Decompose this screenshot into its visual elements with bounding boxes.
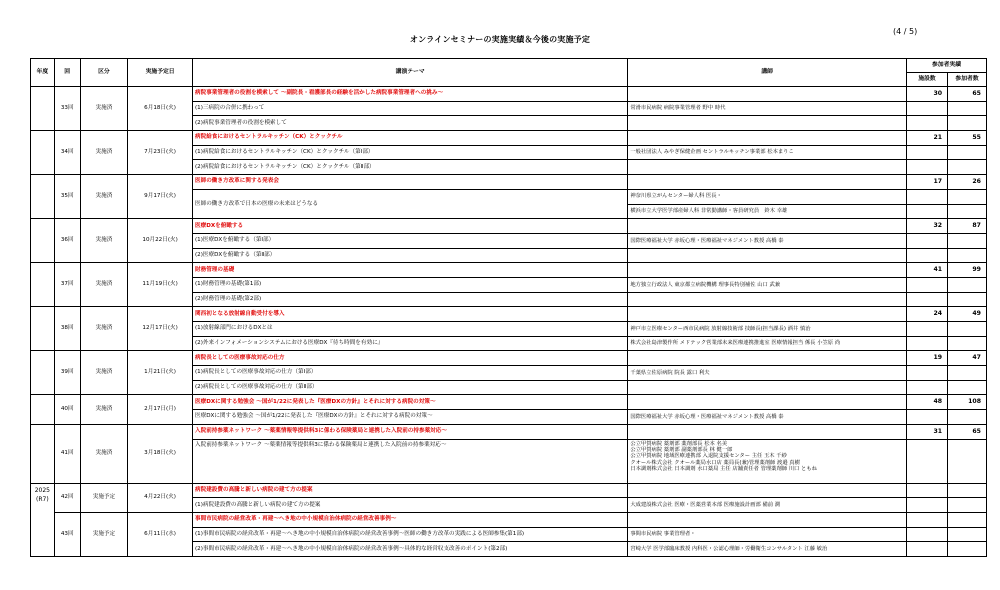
lecturer-cell xyxy=(628,307,907,322)
page-number: (4 / 5) xyxy=(893,27,918,36)
sub-topic: (1)財務管理の基礎(第1部) xyxy=(193,277,628,292)
header-theme: 講演テーマ xyxy=(193,59,628,87)
session-no: 33回 xyxy=(54,87,80,131)
session-date: 6月11日(水) xyxy=(128,512,193,556)
lecturer: 国際医療福祉大学 赤坂心理・医療福祉マネジメント教授 高橋 泰 xyxy=(628,410,907,425)
header-facilities: 施設数 xyxy=(907,73,948,87)
session-category: 実施済 xyxy=(80,131,128,175)
participants-count: 99 xyxy=(948,263,987,278)
lecturer-cell xyxy=(628,424,907,439)
table-row xyxy=(31,219,987,234)
empty-cell xyxy=(907,527,948,542)
empty-cell xyxy=(907,189,948,204)
year-cell xyxy=(31,483,55,556)
lecturer: 横浜市立大学医学部産婦人科 非常勤講師・客員研究員 鈴木 幸雄 xyxy=(628,204,907,219)
sub-topic: (1)三病院の合併に携わって xyxy=(193,101,628,116)
lecturer-cell xyxy=(628,219,907,234)
participants-count: 65 xyxy=(948,424,987,439)
empty-cell xyxy=(948,380,987,395)
table-row xyxy=(31,395,987,410)
session-no: 40回 xyxy=(54,395,80,424)
empty-cell xyxy=(948,366,987,381)
sub-topic: (2)外来インフォメーションシステムにおける医療DX『待ち時間を有効に』 xyxy=(193,336,628,351)
session-no: 42回 xyxy=(54,483,80,512)
empty-cell xyxy=(907,248,948,263)
session-main-topic: 医師の働き方改革に関する発表会 xyxy=(193,175,628,190)
session-no: 41回 xyxy=(54,424,80,483)
facilities-count: 19 xyxy=(907,351,948,366)
lecturer: 公立甲賀病院 薬剤部 薬剤部長 松本 名美 xyxy=(630,440,728,447)
session-main-topic: 病院事業管理者の役割を模索して ～副院長・看護部長の経験を活かした病院事業管理者への挑み～ xyxy=(193,87,628,102)
lecturer: 常滑市民病院 病院事業管理者 野中 時代 xyxy=(628,101,907,116)
header-participation: 参加者実績 xyxy=(907,59,987,73)
empty-cell xyxy=(948,527,987,542)
facilities-count: 30 xyxy=(907,87,948,102)
sub-topic: (2)事間市民病院の経営改革・再建～へき地の中小規模自治体病院の経営改善事例～具体的な経営収支改善のポイント(第2部) xyxy=(193,542,628,557)
session-date: 11月19日(火) xyxy=(128,263,193,307)
lecturer-cell xyxy=(628,175,907,190)
session-main-topic: 財務管理の基礎 xyxy=(193,263,628,278)
header-participants: 参加者数 xyxy=(948,73,987,87)
facilities-count: 48 xyxy=(907,395,948,410)
session-main-topic: 病院長としての医療事故対応の仕方 xyxy=(193,351,628,366)
facilities-count: 21 xyxy=(907,131,948,146)
empty-cell xyxy=(948,410,987,425)
sub-topic: (1)病院長としての医療事故対応の仕方（第Ⅰ部） xyxy=(193,366,628,381)
lecturer: 神奈川県立がんセンター婦人科 医長・ xyxy=(628,189,907,204)
sub-topic: (2)病院給食におけるセントラルキッチン（CK）とクックチル（第Ⅱ部） xyxy=(193,160,628,175)
sub-topic: (1)事間市民病院の経営改革・再建～へき地の中小規模自治体病院の経営改善事例～医師の働き方改革の実践による医師参集(第1部) xyxy=(193,527,628,542)
table-row xyxy=(31,512,987,527)
session-date: 3月18日(火) xyxy=(128,424,193,483)
table-row xyxy=(31,263,987,278)
empty-cell xyxy=(948,145,987,160)
session-main-topic: 関西初となる放射線自動受付を導入 xyxy=(193,307,628,322)
lecturer: 事間市民病院 事業管理者・ xyxy=(628,527,907,542)
empty-cell xyxy=(948,336,987,351)
lecturer: 地方独立行政法人 東京都立病院機構 理事長特別補佐 山口 武兼 xyxy=(628,277,907,292)
participants-count: 65 xyxy=(948,87,987,102)
empty-cell xyxy=(948,439,987,483)
lecturer: 日本調剤株式会社 日本調剤 水口薬局 主任 店舗責任者 管理薬剤師 川口 ともね xyxy=(630,465,817,472)
empty-cell xyxy=(907,380,948,395)
lecturer: 宮崎大学 医学部臨床教授 内科医・公認心理師・労働衛生コンサルタント 江藤 敏治 xyxy=(628,542,907,557)
fiscal-year-reiwa: (R7) xyxy=(36,496,49,504)
lecturer xyxy=(628,380,907,395)
session-no: 38回 xyxy=(54,307,80,351)
sub-topic: (2)財務管理の基礎(第2部) xyxy=(193,292,628,307)
participants-count: 47 xyxy=(948,351,987,366)
empty-cell xyxy=(907,233,948,248)
session-main-topic: 事間市民病院の経営改革・再建～へき地の中小規模自治体病院の経営改善事例～ xyxy=(193,512,628,527)
lecturer xyxy=(628,248,907,263)
session-date: 9月17日(火) xyxy=(128,175,193,219)
empty-cell xyxy=(948,233,987,248)
lecturer: 公立甲賀病院 薬剤部 副薬剤部長 林 健一郎 xyxy=(630,446,733,453)
session-no: 37回 xyxy=(54,263,80,307)
header-lecturer: 講師 xyxy=(628,59,907,87)
empty-cell xyxy=(907,160,948,175)
session-date: 6月18日(火) xyxy=(128,87,193,131)
empty-cell xyxy=(948,160,987,175)
session-date: 7月23日(火) xyxy=(128,131,193,175)
session-date: 10月22日(火) xyxy=(128,219,193,263)
header-date: 実施予定日 xyxy=(128,59,193,87)
session-category: 実施済 xyxy=(80,175,128,219)
lecturer-list xyxy=(628,439,907,483)
sub-topic: 入院前持参薬ネットワーク ～薬薬情報等提供料3に係わる保険薬局と連携した入院前の持参薬対応～ xyxy=(193,439,628,483)
table-row xyxy=(31,483,987,498)
empty-cell xyxy=(907,204,948,219)
participants-count: 87 xyxy=(948,219,987,234)
lecturer-cell xyxy=(628,395,907,410)
participants-count: 55 xyxy=(948,131,987,146)
session-category: 実施済 xyxy=(80,219,128,263)
seminar-schedule-table xyxy=(30,58,987,557)
facilities-count: 24 xyxy=(907,307,948,322)
session-category: 実施済 xyxy=(80,87,128,131)
table-row xyxy=(31,351,987,366)
empty-cell xyxy=(907,336,948,351)
session-date: 12月17日(火) xyxy=(128,307,193,351)
sub-topic: (1)病院建設費の高騰と新しい病院の建て方の提案 xyxy=(193,498,628,513)
year-cell-empty xyxy=(31,263,55,307)
year-cell-empty xyxy=(31,87,55,131)
sub-topic: 医師の働き方改革で日本の医療の未来はどうなる xyxy=(193,189,628,218)
empty-cell xyxy=(948,498,987,513)
session-category: 実施済 xyxy=(80,307,128,351)
session-no: 34回 xyxy=(54,131,80,175)
session-main-topic: 医療DXを俯瞰する xyxy=(193,219,628,234)
lecturer-cell xyxy=(628,87,907,102)
lecturer-cell xyxy=(628,131,907,146)
sub-topic: (1)医療DXを俯瞰する（第Ⅰ部） xyxy=(193,233,628,248)
table-row xyxy=(31,424,987,439)
empty-cell xyxy=(948,248,987,263)
lecturer: 国際医療福祉大学 赤坂心理・医療福祉マネジメント教授 高橋 泰 xyxy=(628,233,907,248)
header-row xyxy=(31,59,987,73)
lecturer: クオール株式会社 クオール薬局水口店 薬局長(兼)管理薬剤師 渡邉 真樹 xyxy=(630,459,800,466)
sub-topic: (2)医療DXを俯瞰する（第Ⅱ部） xyxy=(193,248,628,263)
lecturer: 公立甲賀病院 地域医療連携部 入退院支援センター 主任 玉木 千紗 xyxy=(630,453,787,460)
participants-count: 49 xyxy=(948,307,987,322)
facilities-count xyxy=(907,483,948,498)
session-no: 36回 xyxy=(54,219,80,263)
sub-topic: (1)病院給食におけるセントラルキッチン（CK）とクックチル（第Ⅰ部） xyxy=(193,145,628,160)
participants-count xyxy=(948,512,987,527)
session-date: 4月22日(火) xyxy=(128,483,193,512)
session-date: 2月17日(月) xyxy=(128,395,193,424)
empty-cell xyxy=(907,542,948,557)
lecturer-cell xyxy=(628,512,907,527)
sub-topic: 医療DXに関する勉強会 ～国が1/22に発表した『医療DXの方針』とそれに対する病院の対策～ xyxy=(193,410,628,425)
session-category: 実施済 xyxy=(80,395,128,424)
empty-cell xyxy=(907,292,948,307)
table-row xyxy=(31,307,987,322)
empty-cell xyxy=(907,145,948,160)
participants-count xyxy=(948,483,987,498)
empty-cell xyxy=(948,189,987,204)
session-category: 実施済 xyxy=(80,424,128,483)
session-category: 実施済 xyxy=(80,263,128,307)
session-category: 実施予定 xyxy=(80,483,128,512)
empty-cell xyxy=(948,292,987,307)
empty-cell xyxy=(907,101,948,116)
lecturer: 株式会社島津製作所 メドテック営業部未来医療連携推進室 医療情報担当 係長 小笠原 尚 xyxy=(628,336,907,351)
year-cell-empty xyxy=(31,175,55,219)
sub-topic: (1)放射線部門におけるDXとは xyxy=(193,322,628,337)
empty-cell xyxy=(907,116,948,131)
empty-cell xyxy=(948,542,987,557)
participants-count: 26 xyxy=(948,175,987,190)
year-cell-empty xyxy=(31,351,55,395)
table-row xyxy=(31,87,987,102)
session-main-topic: 医療DXに関する勉強会 ～国が1/22に発表した『医療DXの方針』とそれに対する病院の対策～ xyxy=(193,395,628,410)
participants-count: 108 xyxy=(948,395,987,410)
session-no: 43回 xyxy=(54,512,80,556)
lecturer: 千葉県立佐原病院 院長 露口 利夫 xyxy=(628,366,907,381)
session-category: 実施済 xyxy=(80,351,128,395)
table-row xyxy=(31,175,987,190)
fiscal-year: 2025 xyxy=(34,486,51,494)
empty-cell xyxy=(907,277,948,292)
lecturer: 大成建設株式会社 医療・医薬営業本部 医療施設計画部 備前 潤 xyxy=(628,498,907,513)
header-no: 回 xyxy=(54,59,80,87)
empty-cell xyxy=(907,498,948,513)
lecturer-cell xyxy=(628,351,907,366)
session-main-topic: 病院建設費の高騰と新しい病院の建て方の提案 xyxy=(193,483,628,498)
facilities-count: 41 xyxy=(907,263,948,278)
lecturer xyxy=(628,160,907,175)
empty-cell xyxy=(907,439,948,483)
lecturer xyxy=(628,292,907,307)
empty-cell xyxy=(948,116,987,131)
year-cell-empty xyxy=(31,424,55,483)
session-category: 実施予定 xyxy=(80,512,128,556)
lecturer-cell xyxy=(628,483,907,498)
empty-cell xyxy=(948,101,987,116)
year-cell-empty xyxy=(31,219,55,263)
header-category: 区分 xyxy=(80,59,128,87)
facilities-count: 17 xyxy=(907,175,948,190)
lecturer: 神戸市立医療センター西市民病院 放射線技術部 技師長(担当課長) 酒井 慎治 xyxy=(628,322,907,337)
empty-cell xyxy=(907,322,948,337)
empty-cell xyxy=(948,277,987,292)
facilities-count xyxy=(907,512,948,527)
lecturer: 一般社団法人 みやぎ保健企画 セントラルキッチン事業部 松本まりこ xyxy=(628,145,907,160)
session-main-topic: 病院給食におけるセントラルキッチン（CK）とクックチル xyxy=(193,131,628,146)
session-date: 1月21日(火) xyxy=(128,351,193,395)
session-no: 35回 xyxy=(54,175,80,219)
facilities-count: 31 xyxy=(907,424,948,439)
facilities-count: 32 xyxy=(907,219,948,234)
sub-topic: (2)病院長としての医療事故対応の仕方（第Ⅱ部） xyxy=(193,380,628,395)
session-main-topic: 入院前持参薬ネットワーク ～薬薬情報等提供料3に係わる保険薬局と連携した入院前の持参薬対応～ xyxy=(193,424,628,439)
sub-topic: (2)病院事業管理者の役割を模索して xyxy=(193,116,628,131)
empty-cell xyxy=(907,410,948,425)
empty-cell xyxy=(948,322,987,337)
header-year: 年度 xyxy=(31,59,55,87)
table-row xyxy=(31,131,987,146)
page-title: オンラインセミナーの実施実績＆今後の実施予定 xyxy=(409,35,591,44)
year-cell-empty xyxy=(31,395,55,424)
empty-cell xyxy=(907,366,948,381)
session-no: 39回 xyxy=(54,351,80,395)
year-cell-empty xyxy=(31,131,55,175)
lecturer xyxy=(628,116,907,131)
year-cell-empty xyxy=(31,307,55,351)
empty-cell xyxy=(948,204,987,219)
lecturer-cell xyxy=(628,263,907,278)
